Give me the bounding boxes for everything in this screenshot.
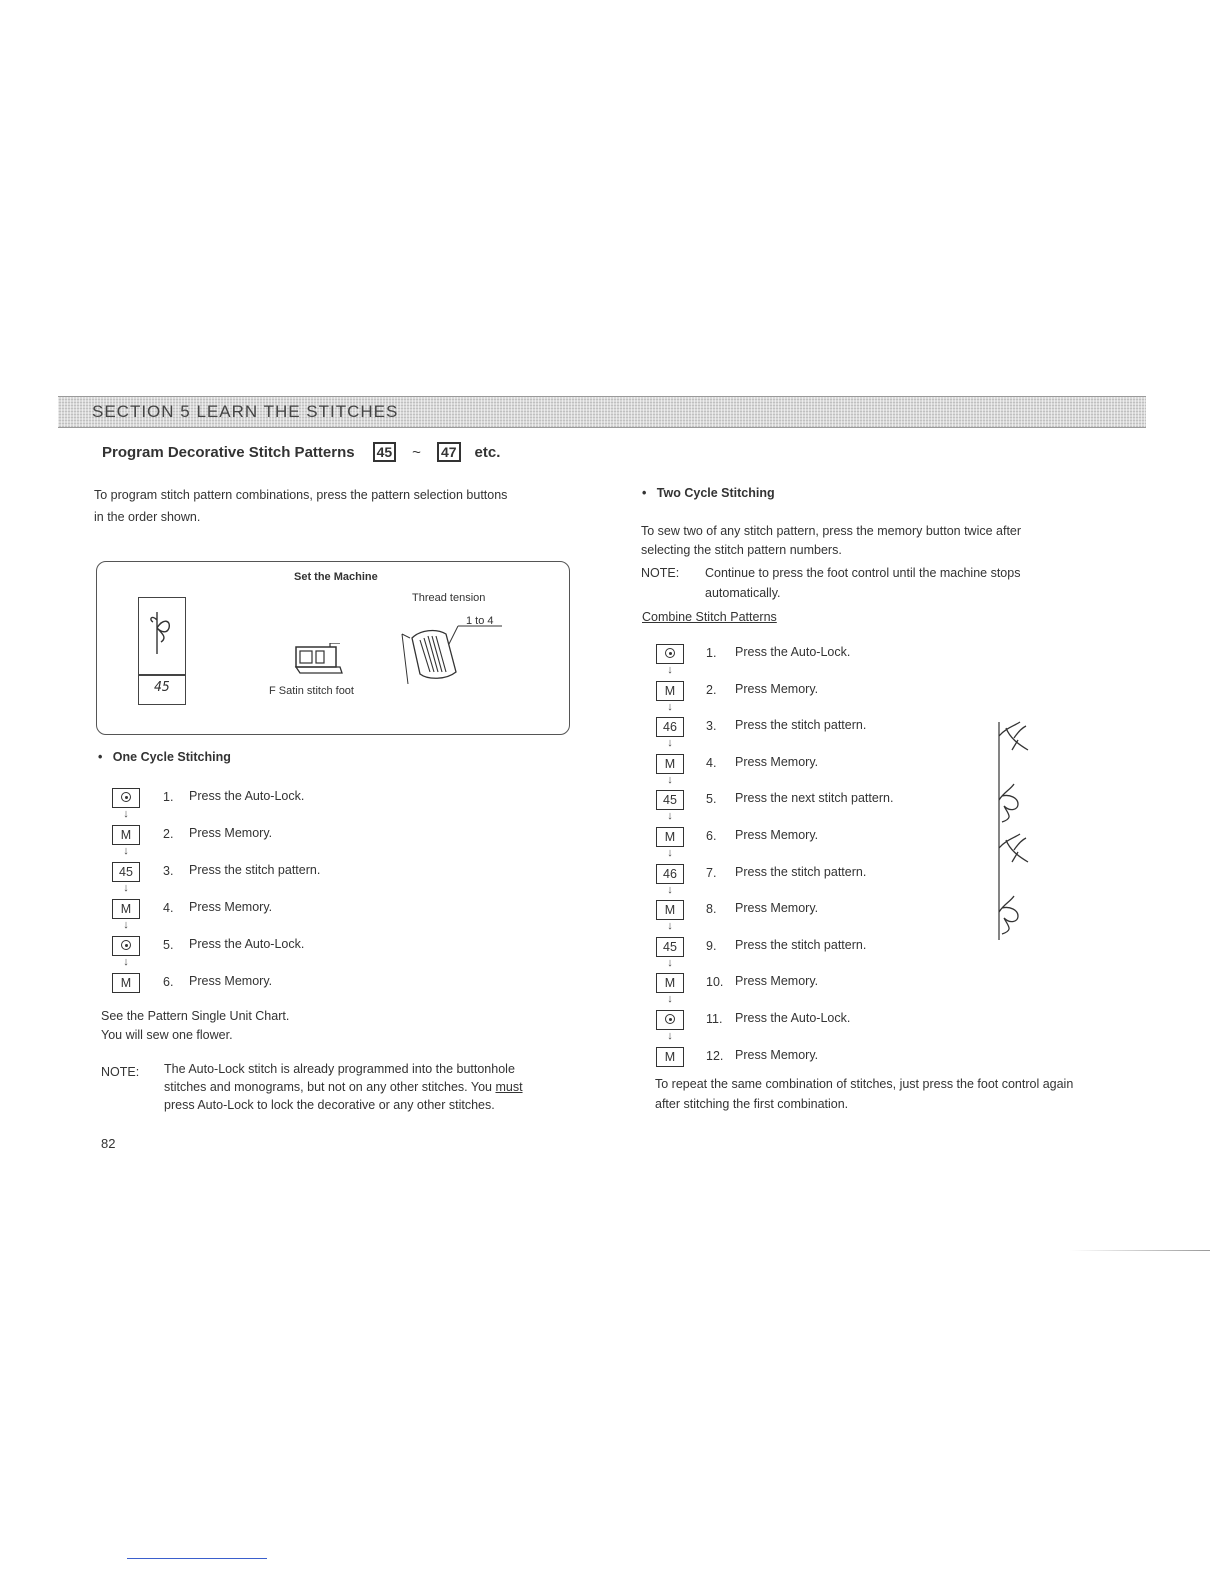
auto-lock-key-icon xyxy=(656,644,684,664)
note-left-line-2a: stitches and monograms, but not on any other stitches. You xyxy=(164,1080,496,1094)
pattern-display-number: 45 xyxy=(154,680,170,695)
step-text: Press the stitch pattern. xyxy=(189,863,321,877)
pattern-key: M xyxy=(656,754,684,774)
step-number: 6. xyxy=(706,829,717,843)
step-text: Press Memory. xyxy=(189,900,273,914)
step-number: 4. xyxy=(706,755,717,770)
etc-text: etc. xyxy=(474,443,501,461)
repeat-line-1: To repeat the same combination of stitches, just press the foot control again xyxy=(655,1077,1074,1091)
flower-stitch-icon xyxy=(139,598,184,674)
note-label-right: NOTE: xyxy=(641,566,680,580)
down-arrow-icon: ↓ xyxy=(123,882,129,894)
two-cycle-note-1: Continue to press the foot control until the machine stops xyxy=(705,566,1021,580)
down-arrow-icon: ↓ xyxy=(667,700,673,713)
step-text: Press Memory. xyxy=(735,974,819,989)
step-text: Press the stitch pattern. xyxy=(735,864,867,879)
down-arrow-icon: ↓ xyxy=(667,920,673,933)
auto-lock-key-icon xyxy=(112,788,140,808)
step-number: 4. xyxy=(163,901,174,915)
page-number: 82 xyxy=(101,1136,116,1151)
pattern-key: 45 xyxy=(656,937,684,957)
combined-flower-pattern-illustration xyxy=(990,718,1040,944)
step-number: 9. xyxy=(706,938,717,953)
pattern-key: M xyxy=(112,899,140,919)
intro-line-2: in the order shown. xyxy=(94,510,201,524)
intro-line-1: To program stitch pattern combinations, press the pattern selection buttons xyxy=(94,488,508,502)
pattern-key: M xyxy=(656,973,684,993)
pattern-key: M xyxy=(656,827,684,847)
down-arrow-icon: ↓ xyxy=(123,956,129,968)
note-label-left: NOTE: xyxy=(101,1065,140,1079)
note-left-emphasis: must xyxy=(495,1080,523,1094)
pattern-end-badge: 47 xyxy=(437,442,461,462)
step-text: Press Memory. xyxy=(735,828,819,842)
two-cycle-heading: • Two Cycle Stitching xyxy=(642,486,775,500)
note-left-line-3: press Auto-Lock to lock the decorative or any other stitches. xyxy=(164,1098,495,1112)
step-number: 7. xyxy=(706,865,717,880)
two-cycle-heading-text: Two Cycle Stitching xyxy=(656,486,775,500)
step-number: 1. xyxy=(706,646,717,660)
tilde-text: ~ xyxy=(412,443,421,461)
step-number: 8. xyxy=(706,902,717,917)
step-text: Press Memory. xyxy=(189,974,273,988)
step-number: 5. xyxy=(706,792,717,807)
down-arrow-icon: ↓ xyxy=(667,773,673,786)
step-text: Press Memory. xyxy=(735,754,819,769)
step-text: Press the Auto-Lock. xyxy=(735,645,851,659)
down-arrow-icon: ↓ xyxy=(667,810,673,823)
down-arrow-icon: ↓ xyxy=(667,956,673,969)
tension-value: 1 to 4 xyxy=(466,615,494,627)
pattern-key: 45 xyxy=(656,790,684,810)
step-number: 5. xyxy=(163,938,174,952)
section-label: SECTION 5 LEARN THE STITCHES xyxy=(92,402,399,421)
step-number: 2. xyxy=(706,682,717,697)
pattern-key: M xyxy=(112,825,140,845)
scan-blue-line xyxy=(127,1558,267,1559)
down-arrow-icon: ↓ xyxy=(123,808,129,820)
step-number: 2. xyxy=(163,827,174,841)
foot-label: F Satin stitch foot xyxy=(269,685,354,697)
two-cycle-line-2: selecting the stitch pattern numbers. xyxy=(641,543,842,557)
step-number: 12. xyxy=(706,1048,724,1063)
down-arrow-icon: ↓ xyxy=(667,1030,673,1042)
pattern-key: M xyxy=(656,1047,684,1067)
step-number: 10. xyxy=(706,975,724,990)
step-text: Press the Auto-Lock. xyxy=(189,789,305,803)
step-text: Press Memory. xyxy=(735,1047,819,1062)
combine-heading: Combine Stitch Patterns xyxy=(642,610,777,624)
step-text: Press Memory. xyxy=(735,901,819,916)
pattern-key: M xyxy=(112,973,140,993)
down-arrow-icon: ↓ xyxy=(667,993,673,1006)
step-text: Press Memory. xyxy=(735,681,819,696)
down-arrow-icon: ↓ xyxy=(667,847,673,859)
satin-stitch-foot-icon xyxy=(294,643,346,679)
auto-lock-key-icon xyxy=(112,936,140,956)
step-text: Press the Auto-Lock. xyxy=(189,937,305,951)
pattern-key: M xyxy=(656,900,684,920)
set-machine-title: Set the Machine xyxy=(294,571,378,583)
down-arrow-icon: ↓ xyxy=(123,919,129,931)
pattern-key: M xyxy=(656,681,684,701)
step-text: Press Memory. xyxy=(189,826,273,840)
see-chart-text: See the Pattern Single Unit Chart. xyxy=(101,1009,290,1023)
page-title xyxy=(102,442,500,462)
page-title-text: Program Decorative Stitch Patterns xyxy=(102,443,355,461)
step-text: Press the next stitch pattern. xyxy=(735,791,894,806)
pattern-key: 46 xyxy=(656,864,684,884)
down-arrow-icon: ↓ xyxy=(667,883,673,896)
pattern-display xyxy=(138,597,186,705)
repeat-line-2: after stitching the first combination. xyxy=(655,1097,849,1111)
down-arrow-icon: ↓ xyxy=(123,845,129,857)
pattern-key: 45 xyxy=(112,862,140,882)
pattern-start-badge: 45 xyxy=(373,442,397,462)
step-text: Press the stitch pattern. xyxy=(735,937,867,952)
tension-label: Thread tension xyxy=(412,592,486,604)
one-cycle-heading: • One Cycle Stitching xyxy=(98,750,231,764)
step-number: 11. xyxy=(706,1012,723,1026)
step-text: Press the Auto-Lock. xyxy=(735,1011,851,1025)
two-cycle-line-1: To sew two of any stitch pattern, press the memory button twice after xyxy=(641,524,1022,538)
note-left-line-1: The Auto-Lock stitch is already programmed into the buttonhole xyxy=(164,1062,515,1076)
step-number: 1. xyxy=(163,790,174,804)
down-arrow-icon: ↓ xyxy=(667,664,673,676)
down-arrow-icon: ↓ xyxy=(667,737,673,750)
step-number: 3. xyxy=(163,864,174,878)
one-cycle-heading-text: One Cycle Stitching xyxy=(112,750,231,764)
sew-one-text: You will sew one flower. xyxy=(101,1028,233,1042)
pattern-key: 46 xyxy=(656,717,684,737)
tension-dial-icon xyxy=(398,624,502,690)
step-text: Press the stitch pattern. xyxy=(735,718,867,733)
auto-lock-key-icon xyxy=(656,1010,684,1030)
two-cycle-note-2: automatically. xyxy=(705,586,781,600)
step-number: 3. xyxy=(706,719,717,734)
scan-gray-line xyxy=(1070,1250,1210,1251)
step-number: 6. xyxy=(163,975,174,989)
